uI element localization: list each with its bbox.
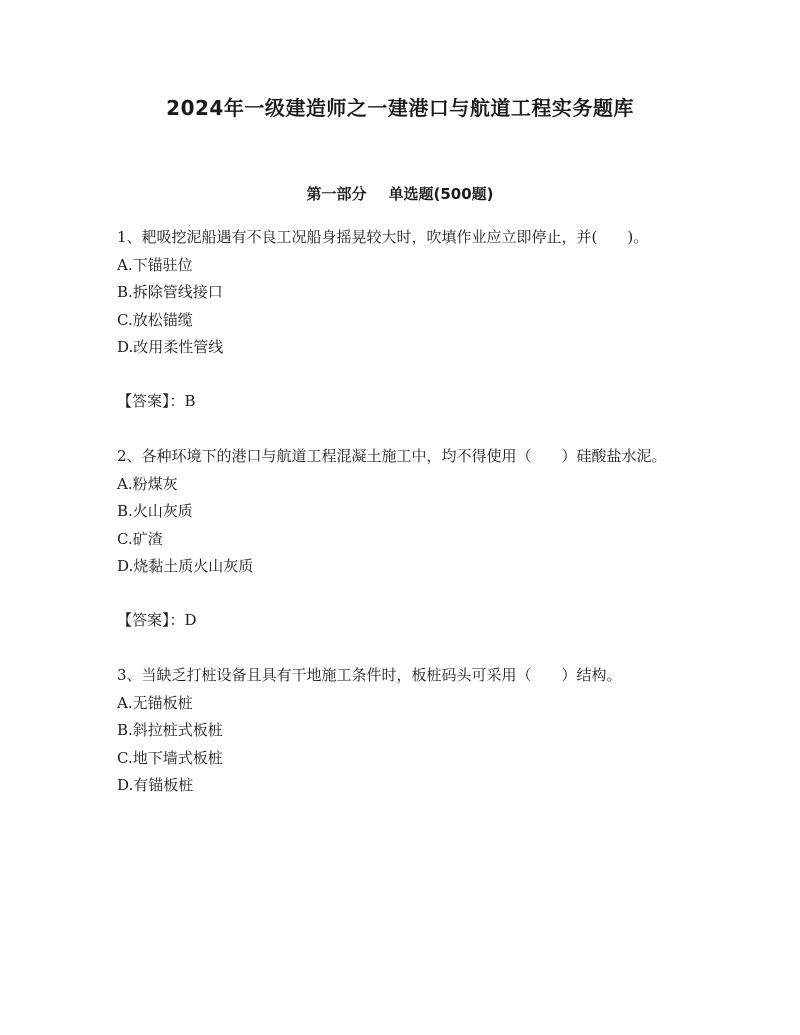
question-option: D.有锚板桩 xyxy=(117,776,194,794)
question-item xyxy=(117,662,677,800)
document-title: 2024年一级建造师之一建港口与航道工程实务题库 xyxy=(166,96,634,120)
question-option: D.烧黏土质火山灰质 xyxy=(117,557,254,575)
question-option: B.拆除管线接口 xyxy=(117,283,223,301)
question-option: A.无锚板桩 xyxy=(117,693,193,712)
question-stem: 1、耙吸挖泥船遇有不良工况船身摇晃较大时，吹填作业应立即停止，并( )。 xyxy=(117,228,649,246)
question-option: C.矿渣 xyxy=(117,529,163,548)
question-option: D.改用柔性管线 xyxy=(117,338,224,356)
question-stem: 3、当缺乏打桩设备且具有干地施工条件时，板桩码头可采用（ ）结构。 xyxy=(117,666,622,684)
question-stem: 2、各种环境下的港口与航道工程混凝土施工中，均不得使用（ ）硅酸盐水泥。 xyxy=(117,447,667,465)
answer-line xyxy=(117,607,677,635)
answer-label: 【答案】： xyxy=(117,610,185,629)
section-heading xyxy=(0,183,800,205)
section-part-label: 第一部分 xyxy=(306,185,367,203)
answer-value: D xyxy=(184,610,197,629)
question-option: B.火山灰质 xyxy=(117,502,193,520)
question-option: C.地下墙式板桩 xyxy=(117,748,223,767)
section-name-label: 单选题(500题) xyxy=(388,185,494,203)
answer-value: B xyxy=(184,391,196,410)
answer-label: 【答案】： xyxy=(117,391,185,410)
question-option: B.斜拉桩式板桩 xyxy=(117,721,223,739)
question-option: A.粉煤灰 xyxy=(117,474,178,493)
question-option: C.放松锚缆 xyxy=(117,310,193,329)
question-item xyxy=(117,224,677,415)
question-item xyxy=(117,443,677,634)
answer-line xyxy=(117,388,677,416)
question-list xyxy=(117,224,677,828)
question-option: A.下锚驻位 xyxy=(117,255,193,274)
